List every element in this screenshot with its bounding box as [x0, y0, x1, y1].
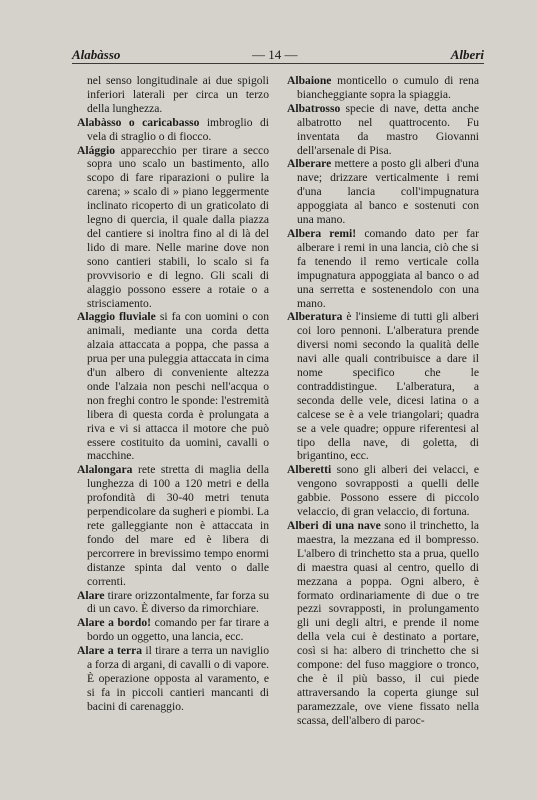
entry-headword: Alággio [77, 143, 116, 157]
entry-headword: Alare [77, 588, 105, 602]
header-right-guide-word: Alberi [450, 47, 484, 62]
entry-definition: imbroglio di vela di straglio o di fiocco. [87, 115, 270, 143]
entry-definition: apparecchio per tirare a secco sopra uno scalo un bastimento, allo scopo di fare riparazioni o pulire la carena; » scalo di » piano leggermente inclinato ricoperto di un graticolato di legno di quercia, il quale dalla piazza del cantiere si inoltra fino al di là del lido di mare. Nelle marine dove non sono cantieri stabili, lo scalo si fa provvisorio e di legno. Gli scali di alaggio possono essere a rotaie o a strisciamento. [87, 143, 269, 310]
entry-definition: sono gli alberi dei velacci, e vengono sovrapposti a quelli delle gabbie. Possono essere di piccolo velaccio, di gran velaccio, di fortuna. [297, 463, 479, 519]
header-left-guide-word: Alabàsso [72, 47, 121, 62]
entry-definition: mettere a posto gli alberi d'una nave; drizzare verticalmente i remi d'una lancia coll'impugnatura appoggiata al banco e sostenuti con una mano. [297, 157, 479, 227]
running-header [72, 47, 484, 64]
dictionary-entry [77, 589, 269, 617]
entry-headword: Albera remi! [287, 226, 357, 240]
entry-definition: sono il trinchetto, la maestra, la mezzana ed il bompresso. L'albero di trinchetto sta a prua, quello di maestra quasi al centro, quello di mezzana a poppa. Ogni albero, è formato ordinariamente di due o tre pezzi sovrapposti, in prolungamento gli uni degli altri, e prende il nome della vela cui è destinato a portare, così si ha: albero di trinchetto che si compone: del fuso maggiore o tronco, che è il più basso, il cui piede attraversando la coperta giunge sul paramezzale, ove viene fissato nella scassa, dell'albero di paroc- [297, 519, 479, 727]
left-column [77, 74, 269, 714]
entry-headword: Albatrosso [287, 101, 341, 115]
dictionary-entry [287, 463, 479, 519]
entry-headword: Alalongara [77, 463, 133, 477]
entry-definition: comando per far tirare a bordo un oggetto, una lancia, ecc. [87, 616, 269, 644]
entry-headword: Alberare [287, 157, 332, 171]
dictionary-entry [77, 116, 269, 144]
entry-definition: monticello o cumulo di rena biancheggiante sopra la spiaggia. [297, 74, 479, 101]
dictionary-entry [77, 644, 269, 714]
entry-definition: si fa con uomini o con animali, mediante una corda detta alzaia attaccata a poppa, che passa a prua per una puleggia attaccata in cima d'un albero di conveniente altezza onde l'alzaia non peschi nell'acqua o non freghi contro le sponde: l'estremità libera di questa corda è prolungata a riva e vi si attacca il motore che può essere costituito da uomini, cavalli o macchine. [87, 310, 269, 463]
dictionary-entry [287, 157, 479, 227]
dictionary-entry [77, 310, 269, 463]
entry-definition: rete stretta di maglia della lunghezza di 100 a 120 metri e della profondità di 30-40 metri tenuta perpendicolare da sugheri e piombi. La rete galleggiante non è attaccata in fondo del mare ed è libera di percorrere in brevissimo tempo enormi distanze spinta dal vento o dalle correnti. [87, 463, 269, 588]
entry-definition: comando dato per far alberare i remi in una lancia, ciò che si fa tenendo il remo verticale colla impugnatura appoggiata al banco o ad una serretta e sostenendolo con una mano. [297, 226, 479, 310]
dictionary-entry [77, 463, 269, 588]
dictionary-entry [287, 227, 479, 310]
entry-definition: nel senso longitudinale ai due spigoli inferiori laterali per circa un terzo della lunghezza. [87, 74, 269, 115]
dictionary-entry [287, 102, 479, 158]
page-number: — 14 — [252, 47, 298, 62]
entry-headword: Alare a terra [77, 644, 143, 658]
dictionary-entry [77, 616, 269, 644]
right-column [287, 74, 479, 728]
dictionary-entry [77, 144, 269, 311]
entry-headword: Alaggio fluviale [77, 310, 156, 324]
entry-headword: Alabàsso o caricabasso [77, 115, 200, 129]
dictionary-entry [77, 74, 269, 116]
entry-headword: Alberi di una nave [287, 519, 381, 532]
entry-definition: è l'insieme di tutti gli alberi coi loro pennoni. L'alberatura prende diversi nomi secondo la qualità delle navi alle quali contribuisce a dare il nome specifico che le contraddistingue. L'alberatura, a seconda delle vele, dicesi latina o a calcese se è a vele triangolari; quadra se a vele quadre; oppure riferentesi al tipo della nave, di goletta, di brigantino, ecc. [297, 310, 479, 463]
entry-headword: Albaione [287, 74, 332, 87]
entry-definition: specie di nave, detta anche albatrotto nel quattrocento. Fu inventata da mastro Giovanni dell'arsenale di Pisa. [297, 101, 479, 157]
entry-definition: tirare orizzontalmente, far forza su di un cavo. È diverso da rimorchiare. [87, 588, 269, 616]
dictionary-entry [287, 519, 479, 728]
entry-headword: Alberetti [287, 463, 332, 477]
entry-headword: Alare a bordo! [77, 616, 152, 630]
dictionary-entry [287, 310, 479, 463]
dictionary-entry [287, 74, 479, 102]
entry-definition: il tirare a terra un naviglio a forza di argani, di cavalli o di vapore. È operazione opposta al varamento, e si fa in piccoli cantieri mancanti di bacini di carenaggio. [87, 644, 269, 713]
entry-headword: Alberatura [287, 310, 343, 324]
